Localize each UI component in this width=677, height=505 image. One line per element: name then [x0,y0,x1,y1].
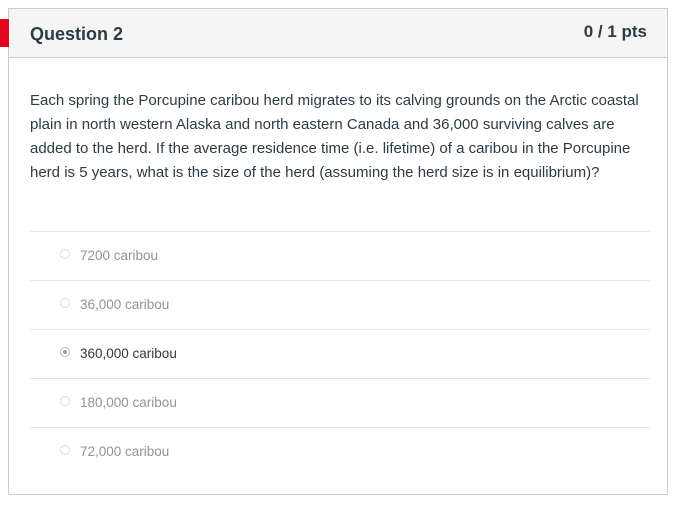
question-text: Each spring the Porcupine caribou herd migrates to its calving grounds on the Arctic coastal plain in north western Alaska and north eastern Canada and 36,000 surviving calves are added to the herd. If the average residence time (i.e. lifetime) of a caribou in the Porcupine herd is 5 years, what is the size of the herd (assuming the herd size is in equilibrium)? [30,92,639,181]
question-title: Question 2 [30,24,124,44]
radio-button[interactable] [60,249,70,259]
answer-label: 7200 caribou [80,248,159,263]
answer-label: 36,000 caribou [80,297,170,312]
answer-list [30,231,650,476]
answer-option[interactable] [30,329,650,378]
answer-option[interactable] [30,280,650,329]
radio-button[interactable] [60,396,70,406]
radio-button[interactable] [60,445,70,455]
answer-label: 360,000 caribou [80,346,177,361]
radio-button[interactable] [60,298,70,308]
question-points: 0 / 1 pts [583,22,647,41]
radio-button[interactable] [60,347,70,357]
answer-option[interactable] [30,231,650,280]
answer-option[interactable] [30,378,650,427]
answer-label: 180,000 caribou [80,395,177,410]
question-header [9,9,667,58]
question-card [8,8,668,495]
answer-option[interactable] [30,427,650,476]
answer-label: 72,000 caribou [80,444,170,459]
